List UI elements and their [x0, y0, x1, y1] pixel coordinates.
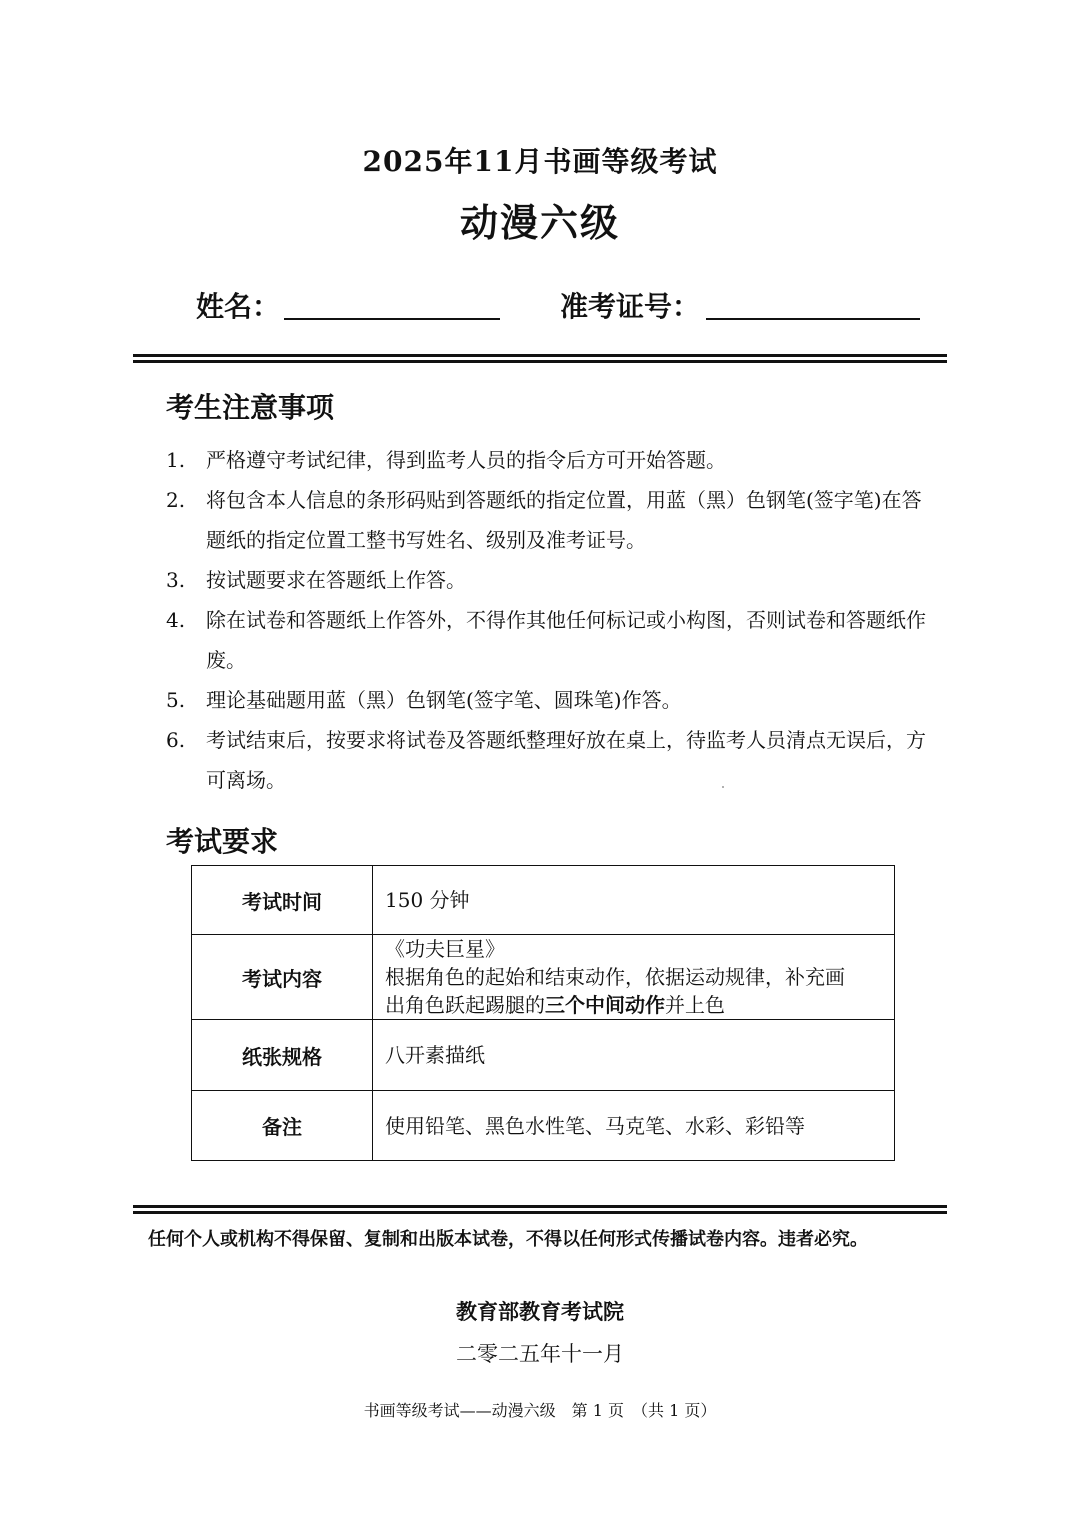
- notice-item: [166, 560, 926, 600]
- exam-level-title: 动漫六级: [459, 200, 620, 245]
- copyright-notice: 任何个人或机构不得保留、复制和出版本试卷，不得以任何形式传播试卷内容。违者必究。: [148, 1229, 868, 1250]
- top-divider: [133, 354, 947, 363]
- paper-spec-key: 纸张规格: [192, 1020, 373, 1091]
- notice-number: 4.: [166, 608, 186, 632]
- notice-number: 3.: [166, 568, 186, 592]
- notice-text: 严格遵守考试纪律，得到监考人员的指令后方可开始答题。: [206, 448, 726, 472]
- exam-time-value: 150 分钟: [373, 866, 895, 935]
- exam-id-blank: [706, 318, 920, 320]
- exam-content-value: [373, 935, 895, 1020]
- notice-text: 将包含本人信息的条形码贴到答题纸的指定位置，用蓝（黑）色钢笔(签字笔)在答题纸的指定位置工整书写姓名、级别及准考证号。: [206, 488, 922, 552]
- issue-date: 二零二五年十一月: [456, 1342, 624, 1366]
- issuer-name: 教育部教育考试院: [456, 1299, 624, 1324]
- requirements-heading: 考试要求: [166, 825, 279, 858]
- notice-number: 1.: [166, 448, 186, 472]
- name-label: 姓名：: [196, 290, 281, 323]
- remarks-value: 使用铅笔、黑色水性笔、马克笔、水彩、彩铅等: [373, 1091, 895, 1161]
- content-emphasis: 三个中间动作: [545, 993, 665, 1017]
- notices-heading: 考生注意事项: [166, 391, 335, 424]
- notices-list: [166, 440, 926, 800]
- content-line: [385, 991, 882, 1019]
- notice-item: [166, 720, 926, 800]
- page-footer: 书画等级考试——动漫六级 第 1 页 （共 1 页）: [363, 1401, 717, 1420]
- table-row: [192, 866, 895, 935]
- paper-spec-value: 八开素描纸: [373, 1020, 895, 1091]
- notice-item: [166, 440, 926, 480]
- table-row: [192, 1020, 895, 1091]
- scan-speck: [722, 786, 724, 788]
- exam-time-key: 考试时间: [192, 866, 373, 935]
- notice-number: 2.: [166, 488, 186, 512]
- content-line: 根据角色的起始和结束动作，依据运动规律，补充画: [385, 965, 845, 989]
- requirements-table: [191, 865, 895, 1161]
- notice-item: [166, 480, 926, 560]
- notice-text: 理论基础题用蓝（黑）色钢笔(签字笔、圆珠笔)作答。: [206, 688, 682, 712]
- name-blank: [284, 318, 500, 320]
- notice-text: 按试题要求在答题纸上作答。: [206, 568, 466, 592]
- remarks-key: 备注: [192, 1091, 373, 1161]
- notice-number: 5.: [166, 688, 186, 712]
- notice-text: 除在试卷和答题纸上作答外，不得作其他任何标记或小构图，否则试卷和答题纸作废。: [206, 608, 926, 672]
- content-work-title: 《功夫巨星》: [385, 937, 505, 961]
- notice-item: [166, 600, 926, 680]
- content-text: 并上色: [665, 993, 725, 1017]
- notice-item: [166, 680, 926, 720]
- exam-content-key: 考试内容: [192, 935, 373, 1020]
- exam-title: 2025年11月书画等级考试: [362, 145, 718, 178]
- table-row: [192, 1091, 895, 1161]
- exam-id-label: 准考证号：: [560, 290, 701, 323]
- notice-text: 考试结束后，按要求将试卷及答题纸整理好放在桌上，待监考人员清点无误后，方可离场。: [206, 728, 926, 792]
- content-text: 出角色跃起踢腿的: [385, 993, 545, 1017]
- bottom-divider: [133, 1205, 947, 1214]
- table-row: [192, 935, 895, 1020]
- notice-number: 6.: [166, 728, 186, 752]
